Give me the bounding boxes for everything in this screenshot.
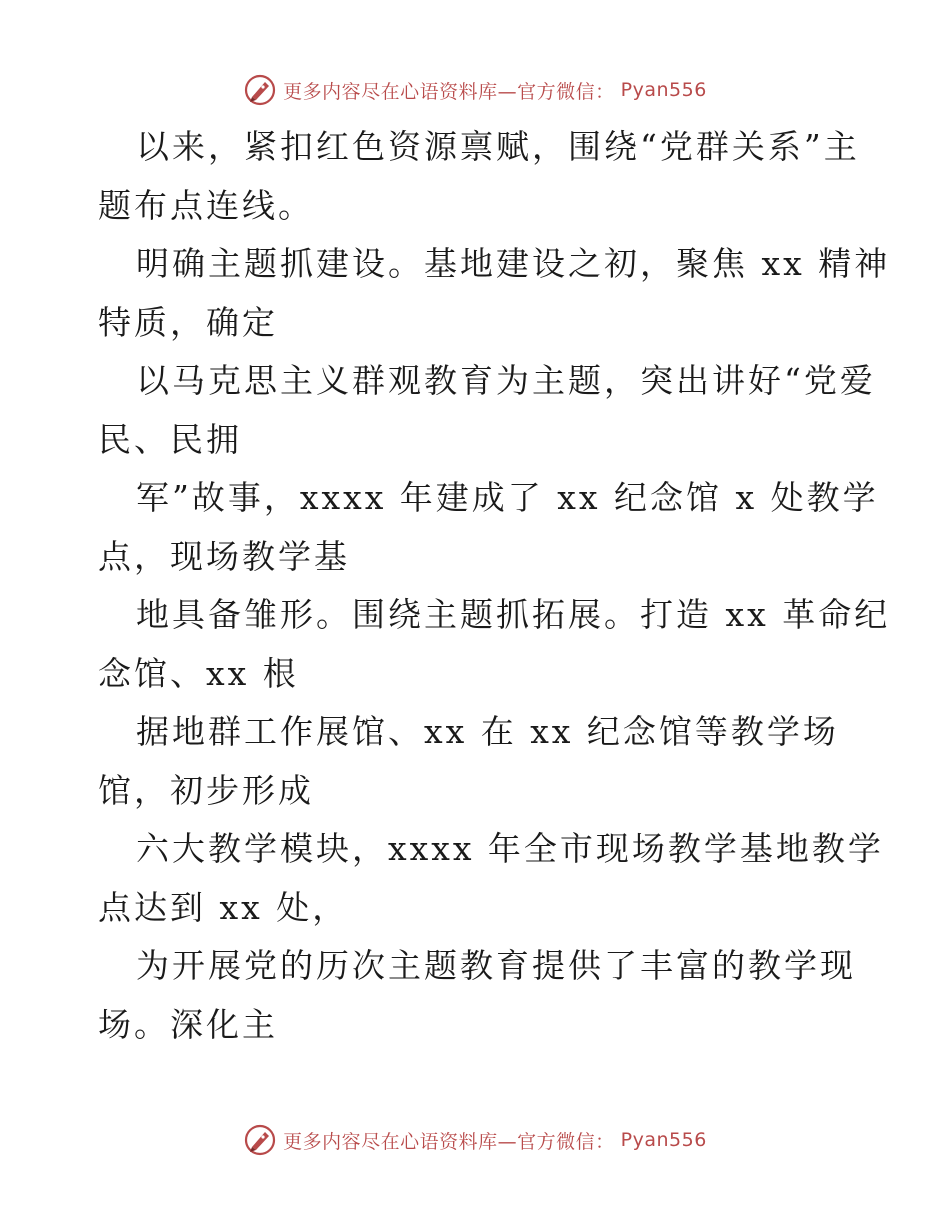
text-line: 民、民拥 <box>98 419 242 459</box>
text-line: 据地群工作展馆、xx 在 xx 纪念馆等教学场 <box>136 712 839 751</box>
text-line: 念馆、xx 根 <box>98 653 299 693</box>
text-line: 以马克思主义群观教育为主题，突出讲好“党爱 <box>136 361 876 400</box>
text-line: 点达到 xx 处， <box>98 887 349 927</box>
text-line: 题布点连线。 <box>98 185 314 225</box>
text-line: 地具备雏形。围绕主题抓拓展。打造 xx 革命纪 <box>136 595 891 634</box>
watermark-handle: Pyan556 <box>620 79 707 101</box>
pen-nib-logo-icon <box>243 1123 277 1157</box>
text-line: 为开展党的历次主题教育提供了丰富的教学现 <box>136 946 856 985</box>
text-line: 点，现场教学基 <box>98 536 350 576</box>
text-line: 特质，确定 <box>98 302 278 342</box>
text-line: 以来，紧扣红色资源禀赋，围绕“党群关系”主 <box>136 127 860 166</box>
watermark-text: 更多内容尽在心语资料库—官方微信： <box>283 1130 615 1153</box>
text-line: 军”故事，xxxx 年建成了 xx 纪念馆 x 处教学 <box>136 478 879 517</box>
pen-nib-logo-icon <box>243 73 277 107</box>
header-watermark <box>0 70 950 110</box>
footer-watermark <box>0 1120 950 1160</box>
text-line: 馆，初步形成 <box>98 770 314 810</box>
watermark-handle: Pyan556 <box>620 1129 707 1151</box>
text-line: 场。深化主 <box>98 1004 278 1044</box>
text-line: 明确主题抓建设。基地建设之初，聚焦 xx 精神 <box>136 244 891 283</box>
text-line: 六大教学模块，xxxx 年全市现场教学基地教学 <box>136 829 884 868</box>
document-body <box>98 118 891 1054</box>
watermark-text: 更多内容尽在心语资料库—官方微信： <box>283 80 615 103</box>
